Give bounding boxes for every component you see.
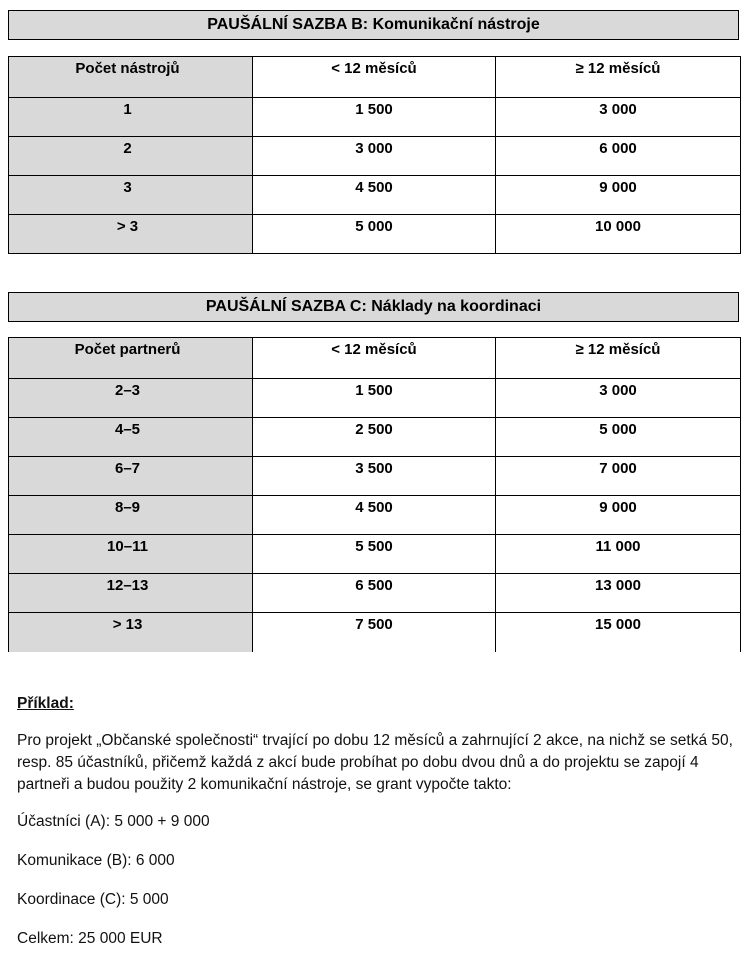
table-row	[9, 613, 741, 652]
table-row	[9, 176, 741, 215]
table-row	[9, 215, 741, 254]
table-row	[9, 496, 741, 535]
table-cell: 11 000	[496, 535, 741, 574]
table-header-row	[9, 338, 741, 379]
table-row	[9, 418, 741, 457]
example-section	[17, 693, 739, 967]
header-cell: Počet nástrojů	[9, 57, 253, 98]
table-cell: 12–13	[9, 574, 253, 613]
table-cell: 9 000	[496, 496, 741, 535]
table-row	[9, 137, 741, 176]
table-cell: 6–7	[9, 457, 253, 496]
table-cell: 3 000	[253, 137, 496, 176]
table-cell: 4–5	[9, 418, 253, 457]
flat-rate-b-table	[8, 56, 741, 254]
table-cell: 13 000	[496, 574, 741, 613]
table-cell: 3 000	[496, 98, 741, 137]
table-cell: 6 500	[253, 574, 496, 613]
header-cell: < 12 měsíců	[253, 57, 496, 98]
table-row	[9, 535, 741, 574]
table-cell: 3 000	[496, 379, 741, 418]
table-cell: 5 500	[253, 535, 496, 574]
table-cell: 6 000	[496, 137, 741, 176]
table-cell: 5 000	[253, 215, 496, 254]
example-line-coordination: Koordinace (C): 5 000	[17, 891, 169, 908]
header-cell: ≥ 12 měsíců	[496, 338, 741, 379]
table-c-title: PAUŠÁLNÍ SAZBA C: Náklady na koordinaci	[8, 292, 739, 322]
table-cell: 10 000	[496, 215, 741, 254]
table-cell: 1 500	[253, 98, 496, 137]
header-cell: < 12 měsíců	[253, 338, 496, 379]
example-line-communication: Komunikace (B): 6 000	[17, 852, 175, 869]
example-intro-paragraph: Pro projekt „Občanské společnosti“ trvající po dobu 12 měsíců a zahrnující 2 akce, na nichž se setká 50, resp. 85 účastníků, přičemž každá z akcí bude probíhat po dobu dvou dnů a do projektu se zapojí 4 partneři a budou použity 2 komunikační nástroje, se grant vypočte takto:	[17, 732, 733, 793]
flat-rate-c-table	[8, 337, 741, 652]
table-cell: > 13	[9, 613, 253, 652]
table-cell: 10–11	[9, 535, 253, 574]
table-cell: 2 500	[253, 418, 496, 457]
table-cell: 4 500	[253, 176, 496, 215]
table-cell: 5 000	[496, 418, 741, 457]
example-heading: Příklad:	[17, 695, 74, 712]
table-cell: 4 500	[253, 496, 496, 535]
table-cell: 7 500	[253, 613, 496, 652]
header-cell: Počet partnerů	[9, 338, 253, 379]
table-header-row	[9, 57, 741, 98]
table-cell: 1 500	[253, 379, 496, 418]
table-cell: 2–3	[9, 379, 253, 418]
table-cell: > 3	[9, 215, 253, 254]
table-row	[9, 457, 741, 496]
example-line-participants: Účastníci (A): 5 000 + 9 000	[17, 813, 210, 830]
table-cell: 3	[9, 176, 253, 215]
table-cell: 3 500	[253, 457, 496, 496]
table-cell: 15 000	[496, 613, 741, 652]
table-cell: 9 000	[496, 176, 741, 215]
header-cell: ≥ 12 měsíců	[496, 57, 741, 98]
table-cell: 1	[9, 98, 253, 137]
table-row	[9, 574, 741, 613]
table-cell: 8–9	[9, 496, 253, 535]
table-b-title: PAUŠÁLNÍ SAZBA B: Komunikační nástroje	[8, 10, 739, 40]
table-row	[9, 379, 741, 418]
example-line-total: Celkem: 25 000 EUR	[17, 930, 163, 947]
table-cell: 2	[9, 137, 253, 176]
table-cell: 7 000	[496, 457, 741, 496]
table-row	[9, 98, 741, 137]
